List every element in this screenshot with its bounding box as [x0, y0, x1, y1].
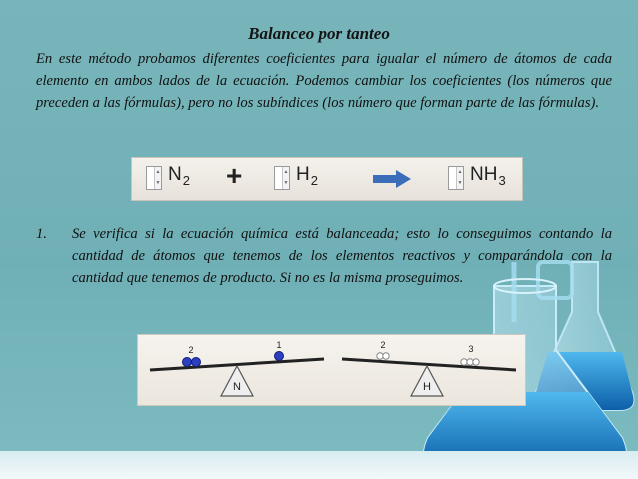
- left-count-h: 2: [380, 340, 386, 350]
- balance-illustration: [137, 334, 526, 406]
- formula-n2: $N_2$: [168, 164, 190, 188]
- hydrogen-atom: [473, 359, 479, 365]
- nitrogen-atom: [183, 358, 192, 367]
- nitrogen-balance: [150, 340, 324, 396]
- intro-paragraph: En este método probamos diferentes coeficientes para igualar el número de átomos de cada elemento en ambos lados de la ecuación. Podemos cambiar los coeficientes (los números que preceden a las fórmulas), pero no los subíndices (los número que forman parte de las fórmulas).: [36, 51, 612, 111]
- left-count-n: 2: [188, 345, 194, 355]
- formula-h2: $H_2$: [296, 164, 318, 188]
- step-text: Se verifica si la ecuación química está balanceada; esto lo conseguimos contando la cantidad de átomos que tenemos de los elementos reactivos y comparándola con la cantidad que tenemos de producto. Si no es la misma proseguimos.: [72, 226, 612, 286]
- slide-title: Balanceo por tanteo: [248, 24, 390, 43]
- right-count-h: 3: [468, 344, 474, 354]
- right-count-n: 1: [276, 340, 282, 350]
- hydrogen-atom: [467, 359, 473, 365]
- footer-band: [0, 451, 638, 479]
- step-number: 1.: [36, 226, 47, 242]
- pivot-n-label: N: [233, 381, 241, 393]
- reaction-arrow-icon: [372, 169, 412, 189]
- coefficient-stepper-nh3[interactable]: [448, 166, 464, 190]
- hydrogen-atom: [377, 353, 383, 359]
- plus-sign: +: [226, 160, 243, 191]
- hydrogen-atom: [383, 353, 389, 359]
- hydrogen-atom: [461, 359, 467, 365]
- formula-nh3: $NH_3$: [470, 164, 506, 188]
- step-list: [36, 223, 612, 289]
- pivot-h-label: H: [423, 381, 431, 393]
- stepper-arrows-icon[interactable]: ▲ ▼: [154, 167, 161, 189]
- hydrogen-balance: [342, 340, 516, 396]
- coefficient-stepper-n2[interactable]: [146, 166, 162, 190]
- equation-widget: [131, 157, 523, 201]
- stepper-arrows-icon[interactable]: ▲ ▼: [282, 167, 289, 189]
- stepper-arrows-icon[interactable]: ▲ ▼: [456, 167, 463, 189]
- nitrogen-atom: [275, 352, 284, 361]
- nitrogen-atom: [192, 358, 201, 367]
- coefficient-stepper-h2[interactable]: [274, 166, 290, 190]
